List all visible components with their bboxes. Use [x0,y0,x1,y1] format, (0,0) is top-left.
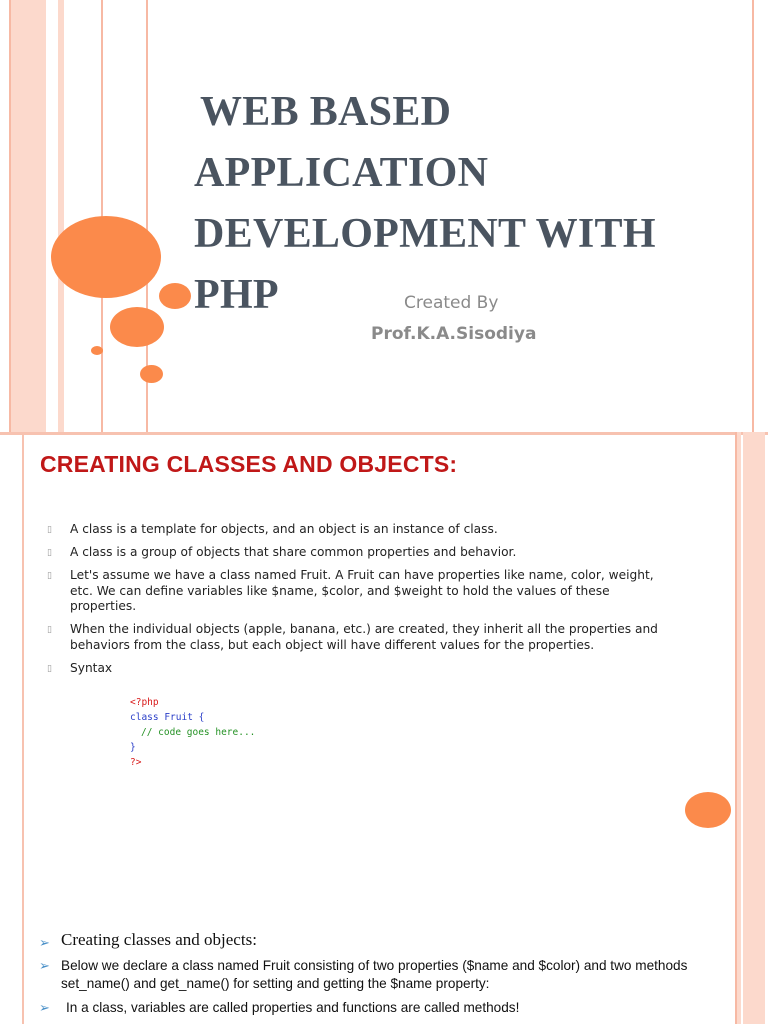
bullet-text: A class is a group of objects that share common properties and behavior. [70,545,517,559]
author-name: Prof.K.A.Sisodiya [371,324,537,344]
bullet-text: In a class, variables are called properties and functions are called methods! [66,1000,520,1015]
decor-line [9,0,11,432]
bottom-bullet-list [38,929,728,1017]
code-snippet [130,695,255,770]
decor-circle [140,365,163,383]
decor-line [752,0,754,432]
bullet-text: When the individual objects (apple, banana, etc.) are created, they inherit all the properties and behaviors from the class, but each object will have different values for the properties. [70,622,658,652]
code-line: ?> [130,757,142,768]
title-line: DEVELOPMENT WITH [194,211,656,257]
decor-circle [110,307,164,347]
decor-band [743,432,765,1024]
arrow-bullet-icon: ➢ [39,958,50,973]
bullet-icon: ▯ [47,663,52,674]
content-slide [0,432,768,1024]
decor-line [735,432,737,1024]
bullet-icon: ▯ [47,625,52,635]
list-item [47,522,677,538]
list-item [38,999,728,1017]
decor-circle [685,792,731,828]
code-line: // code goes here... [141,727,256,738]
title-line: PHP [194,272,279,318]
decor-circle [159,283,191,309]
bullet-icon: ▯ [47,571,52,581]
bullet-text: Creating classes and objects: [61,930,257,949]
decor-line [22,432,24,1024]
list-item [38,929,728,951]
created-by-label: Created By [404,293,499,313]
title-line: APPLICATION [194,150,489,196]
title-line: WEB BASED [200,89,452,135]
bullet-text: Below we declare a class named Fruit consisting of two properties ($name and $color) and two methods set_name() and get_name() for setting and getting the $name property: [61,958,688,991]
arrow-bullet-icon: ➢ [39,1000,50,1015]
bullet-icon: ▯ [47,525,52,535]
list-item [47,661,677,677]
title-slide [0,0,768,432]
list-item [38,957,728,992]
decor-band [58,0,64,432]
code-line: } [130,742,136,753]
decor-band [10,0,46,432]
code-line: <?php [130,697,159,708]
decor-band [737,432,741,1024]
decor-circle [91,346,103,355]
decor-line [0,432,768,435]
list-item [47,568,677,615]
bullet-list [47,522,677,684]
list-item [47,622,677,653]
slide-title: CREATING CLASSES AND OBJECTS: [40,451,458,477]
list-item [47,545,677,561]
code-line: class Fruit { [130,712,205,723]
bullet-icon: ▯ [47,548,52,558]
bullet-text: Let's assume we have a class named Fruit. A Fruit can have properties like name, color, weight, etc. We can define variables like $name, $color, and $weight to hold the values of these properties. [70,568,654,613]
decor-circle [51,216,161,298]
arrow-bullet-icon: ➢ [39,935,50,950]
bullet-text: Syntax [70,660,113,675]
bullet-text: A class is a template for objects, and an object is an instance of class. [70,522,498,536]
presentation-title [194,82,714,326]
